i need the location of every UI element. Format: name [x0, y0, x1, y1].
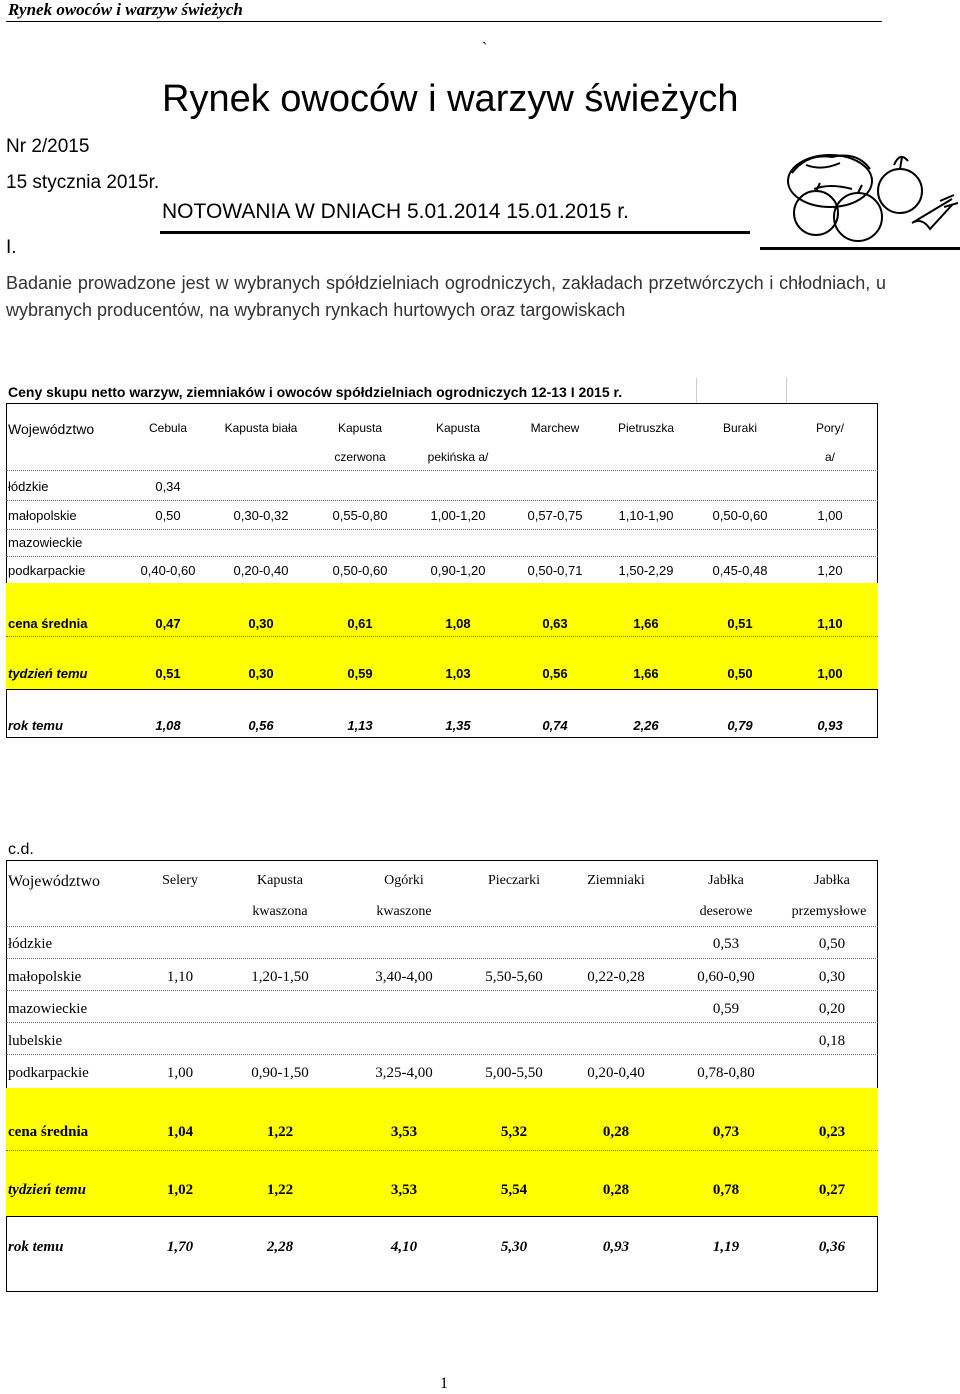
cell: 1,03 [445, 666, 471, 681]
col-header: Pory/ [815, 421, 844, 435]
cell: 0,28 [602, 1124, 630, 1140]
cell: 1,22 [266, 1182, 294, 1198]
cell: 0,47 [155, 616, 181, 631]
col-subheader: czerwona [334, 450, 386, 464]
cell: 0,93 [817, 718, 843, 733]
header-voivodeship: Województwo [8, 421, 95, 437]
vegetable-price-table-continued [6, 830, 878, 1270]
cell: 0,78 [712, 1182, 740, 1198]
col-header: Pieczarki [487, 873, 541, 888]
cell: 0,53 [712, 936, 740, 952]
row-label: mazowieckie [8, 1001, 88, 1017]
cell: 3,53 [390, 1124, 418, 1140]
row-label: rok temu [8, 718, 63, 733]
cell: 0,27 [818, 1182, 846, 1198]
cell: 0,78-0,80 [697, 1065, 755, 1081]
issue-number: Nr 2/2015 [6, 136, 90, 157]
cell: 0,22-0,28 [587, 969, 645, 985]
vegetables-illustration [762, 143, 958, 247]
cell: 5,54 [500, 1182, 528, 1198]
cell: 1,00 [817, 666, 843, 681]
cell: 1,02 [166, 1182, 194, 1198]
page-number: 1 [440, 1375, 448, 1392]
row-label: cena średnia [8, 616, 88, 631]
row-label: podkarpackie [8, 1065, 89, 1081]
cell: 0,50 [727, 666, 753, 681]
cell: 3,40-4,00 [375, 969, 433, 985]
col-subheader: przemysłowe [791, 904, 867, 919]
row-label: rok temu [8, 1239, 64, 1255]
cell: 0,61 [347, 616, 373, 631]
col-header: Kapusta [257, 873, 303, 888]
cell: 1,10-1,90 [618, 508, 674, 523]
col-header: Buraki [722, 421, 757, 435]
cell: 0,28 [602, 1182, 630, 1198]
cell: 2,26 [633, 718, 659, 733]
col-header: Kapusta biała [224, 421, 298, 435]
cell: 0,74 [542, 718, 568, 733]
header-voivodeship: Województwo [8, 873, 101, 890]
row-label: podkarpackie [8, 563, 86, 578]
cell: 0,36 [818, 1239, 846, 1255]
cell: 0,30 [248, 616, 274, 631]
stray-mark: ` [482, 40, 488, 57]
cell: 3,53 [390, 1182, 418, 1198]
col-header: Pietruszka [617, 421, 675, 435]
col-subheader: deserowe [699, 904, 753, 919]
cell: 1,10 [817, 616, 843, 631]
col-header: Jabłka [708, 873, 744, 888]
cell: 1,00 [166, 1065, 194, 1081]
table-title: Ceny skupu netto warzyw, ziemniaków i owoców spółdzielniach ogrodniczych 12-13 I 2015 r. [8, 384, 623, 400]
cell: 5,00-5,50 [485, 1065, 543, 1081]
cell: 1,00 [817, 508, 843, 523]
running-header: Rynek owoców i warzyw świeżych [8, 0, 243, 19]
cell: 0,63 [542, 616, 568, 631]
illustration-rule [760, 247, 960, 250]
issue-date: 15 stycznia 2015r. [6, 172, 160, 193]
col-header: Kapusta [337, 421, 383, 435]
cell: 1,70 [166, 1239, 194, 1255]
col-header: Marchew [530, 421, 580, 435]
cell: 0,20-0,40 [233, 563, 289, 578]
cell: 1,04 [166, 1124, 194, 1140]
cell: 0,30 [818, 969, 846, 985]
cell: 5,50-5,60 [485, 969, 543, 985]
cell: 1,19 [712, 1239, 740, 1255]
cell: 0,93 [602, 1239, 630, 1255]
cell: 0,18 [818, 1033, 846, 1049]
page-title: Rynek owoców i warzyw świeżych [162, 78, 739, 120]
cell: 1,22 [266, 1124, 294, 1140]
row-label: małopolskie [8, 969, 82, 985]
cell: 0,34 [155, 479, 181, 494]
cell: 0,73 [712, 1124, 740, 1140]
intro-paragraph: Badanie prowadzone jest w wybranych spółdzielniach ogrodniczych, zakładach przetwórczych i chłodniach, u wybranych producentów, na wybranych rynkach hurtowych oraz targowiskach [6, 273, 886, 320]
row-label: łódzkie [8, 479, 49, 494]
cell: 4,10 [390, 1239, 418, 1255]
col-subheader: kwaszone [376, 904, 432, 919]
row-label: tydzień temu [8, 1182, 86, 1198]
col-subheader: kwaszona [252, 904, 308, 919]
col-subheader: a/ [824, 450, 835, 464]
cell: 2,28 [266, 1239, 294, 1255]
row-label: lubelskie [8, 1033, 63, 1049]
quotation-period: NOTOWANIA W DNIACH 5.01.2014 15.01.2015 r. [162, 200, 629, 223]
cell: 0,57-0,75 [527, 508, 583, 523]
col-header: Ziemniaki [587, 873, 645, 888]
cell: 0,50 [818, 936, 846, 952]
cell: 0,50 [155, 508, 181, 523]
cell: 1,20-1,50 [251, 969, 309, 985]
title-rule [160, 231, 750, 234]
cell: 0,55-0,80 [332, 508, 388, 523]
row-label: cena średnia [8, 1124, 89, 1140]
cell: 1,13 [347, 718, 373, 733]
col-subheader: pekińska a/ [427, 450, 489, 464]
col-header: Kapusta [435, 421, 481, 435]
row-label: małopolskie [8, 508, 77, 523]
cell: 1,66 [633, 616, 659, 631]
col-header: Ogórki [384, 873, 424, 888]
cell: 0,23 [818, 1124, 846, 1140]
col-header: Cebula [148, 421, 188, 435]
row-label: mazowieckie [8, 535, 83, 550]
cell: 0,50-0,60 [712, 508, 768, 523]
table-title: c.d. [8, 841, 34, 858]
cell: 0,56 [542, 666, 568, 681]
row-label: tydzień temu [8, 666, 88, 681]
cell: 0,60-0,90 [697, 969, 755, 985]
cell: 1,50-2,29 [618, 563, 674, 578]
cell: 0,90-1,20 [430, 563, 486, 578]
cell: 0,20 [818, 1001, 846, 1017]
cell: 0,51 [727, 616, 753, 631]
cell: 0,59 [347, 666, 373, 681]
cell: 3,25-4,00 [375, 1065, 433, 1081]
cell: 0,79 [727, 718, 753, 733]
cell: 0,56 [248, 718, 274, 733]
cell: 0,30-0,32 [233, 508, 289, 523]
header-rule [6, 21, 882, 22]
cell: 1,08 [155, 718, 181, 733]
row-label: łódzkie [8, 936, 53, 952]
cell: 1,10 [166, 969, 194, 985]
cell: 0,40-0,60 [140, 563, 196, 578]
cell: 5,32 [500, 1124, 528, 1140]
col-header: Selery [162, 873, 198, 888]
cell: 5,30 [500, 1239, 528, 1255]
section-number: I. [6, 237, 17, 258]
cell: 1,35 [445, 718, 471, 733]
cell: 0,20-0,40 [587, 1065, 645, 1081]
cell: 0,90-1,50 [251, 1065, 309, 1081]
cell: 0,45-0,48 [712, 563, 768, 578]
cell: 1,00-1,20 [430, 508, 486, 523]
vegetable-price-table [6, 378, 878, 748]
cell: 0,59 [712, 1001, 740, 1017]
col-header: Jabłka [814, 873, 850, 888]
cell: 1,20 [817, 563, 843, 578]
cell: 0,51 [155, 666, 181, 681]
cell: 0,50-0,60 [332, 563, 388, 578]
cell: 1,08 [445, 616, 471, 631]
cell: 0,30 [248, 666, 274, 681]
cell: 0,50-0,71 [527, 563, 583, 578]
cell: 1,66 [633, 666, 659, 681]
